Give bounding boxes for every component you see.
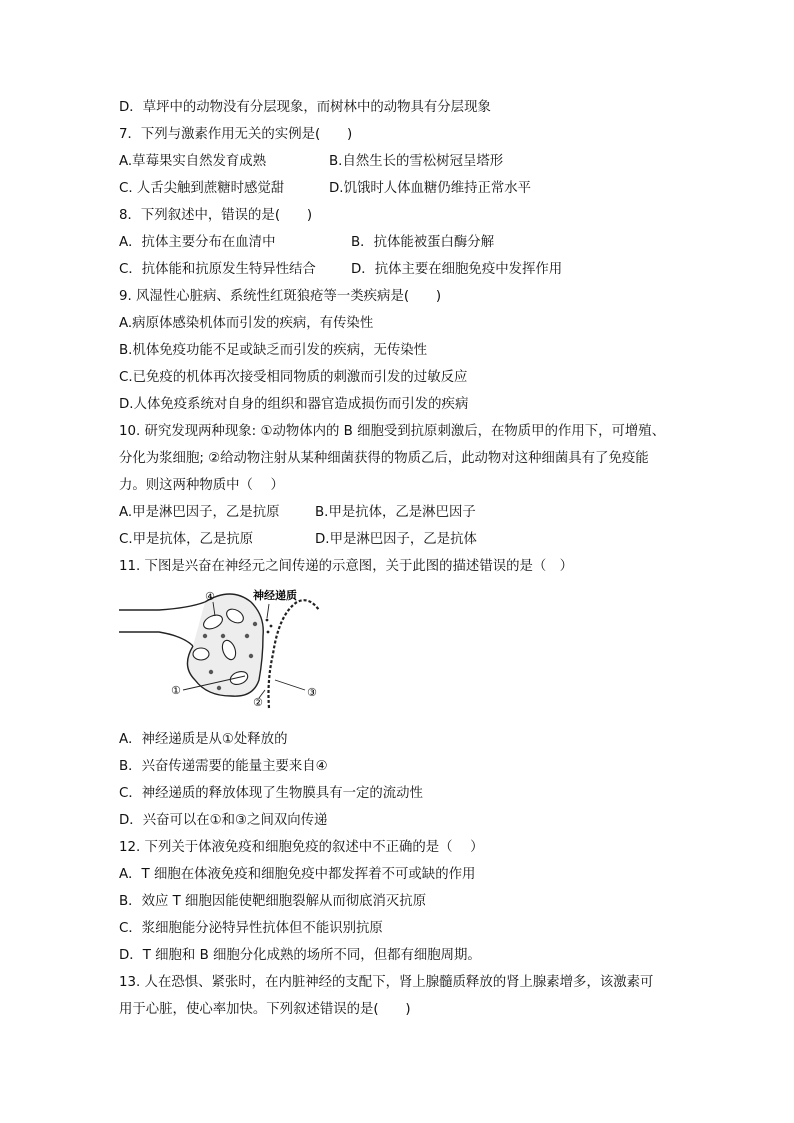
q12-stem: 12. 下列关于体液免疫和细胞免疫的叙述中不正确的是（ ） [119,840,484,855]
q10-options-cd [119,526,679,553]
q10-option-d: D.甲是淋巴因子，乙是抗体 [315,532,477,547]
vesicle [245,634,249,638]
figure-title-label: 神经递质 [253,589,297,602]
q12-option-b: B．效应 T 细胞因能使靶细胞裂解从而彻底消灭抗原 [119,894,427,909]
q8-stem: 8．下列叙述中，错误的是( ) [119,208,313,223]
transmitter-dot [270,625,273,628]
q8-option-b: B．抗体能被蛋白酶分解 [351,235,495,250]
q9-option-c: C.已免疫的机体再次接受相同物质的刺激而引发的过敏反应 [119,370,468,385]
q7-options-cd [119,175,679,202]
label-1: ① [171,684,181,697]
q10-option-c: C.甲是抗体，乙是抗原 [119,532,254,547]
q11-option-b: B．兴奋传递需要的能量主要来自④ [119,759,328,774]
q10-stem-line2: 分化为浆细胞; ②给动物注射从某种细菌获得的物质乙后，此动物对这种细菌具有了免疫能 [119,451,649,466]
mitochondrion [193,648,209,660]
q9-option-d: D.人体免疫系统对自身的组织和器官造成损伤而引发的疾病 [119,397,469,412]
q9-stem: 9. 风湿性心脏病、系统性红斑狼疮等一类疾病是( ) [119,289,442,304]
label-4: ④ [205,590,215,603]
q7-option-d: D.饥饿时人体血糖仍维持正常水平 [329,181,532,196]
q9-option-b: B.机体免疫功能不足或缺乏而引发的疾病，无传染性 [119,343,428,358]
label-2: ② [253,696,263,709]
q7-option-c: C. 人舌尖触到蔗糖时感觉甜 [119,181,285,196]
vesicle [253,622,257,626]
question-list [119,94,679,1023]
q10-option-a: A.甲是淋巴因子，乙是抗原 [119,505,280,520]
q12-option-d: D．T 细胞和 B 细胞分化成熟的场所不同，但都有细胞周期。 [119,948,481,963]
q6-option-d: D．草坪中的动物没有分层现象，而树林中的动物具有分层现象 [119,100,491,115]
q12-option-c: C．浆细胞能分泌特异性抗体但不能识别抗原 [119,921,383,936]
q7-option-b: B.自然生长的雪松树冠呈塔形 [329,154,504,169]
leader-line [275,680,305,690]
leader-line [267,604,269,618]
synapse-diagram [119,584,337,722]
vesicle [203,634,207,638]
q11-option-d: D．兴奋可以在①和③之间双向传递 [119,813,328,828]
q10-stem-line3: 力。则这两种物质中（ ） [119,478,284,493]
q10-options-ab [119,499,679,526]
vesicle [217,686,221,690]
q13-stem-line2: 用于心脏，使心率加快。下列叙述错误的是( ) [119,1002,411,1017]
q7-options-ab [119,148,679,175]
q11-option-c: C．神经递质的释放体现了生物膜具有一定的流动性 [119,786,423,801]
label-3: ③ [307,686,317,699]
q8-options-ab [119,229,679,256]
vesicle [209,670,213,674]
q7-stem: 7．下列与激素作用无关的实例是( ) [119,127,353,142]
released-transmitter [266,619,273,634]
q9-option-a: A.病原体感染机体而引发的疾病，有传染性 [119,316,374,331]
axon-bottom-edge [119,632,193,646]
q8-options-cd [119,256,679,283]
axon-top-edge [119,602,205,610]
synapse-figure [119,584,337,722]
q12-option-a: A．T 细胞在体液免疫和细胞免疫中都发挥着不可或缺的作用 [119,867,476,882]
q11-stem: 11. 下图是兴奋在神经元之间传递的示意图，关于此图的描述错误的是（ ） [119,559,574,574]
q8-option-d: D．抗体主要在细胞免疫中发挥作用 [351,262,563,277]
q10-stem-line1: 10. 研究发现两种现象: ①动物体内的 B 细胞受到抗原刺激后，在物质甲的作用下，可增殖、 [119,424,666,439]
transmitter-dot [267,631,270,634]
q8-option-c: C．抗体能和抗原发生特异性结合 [119,262,316,277]
transmitter-dot [266,619,269,622]
q13-stem-line1: 13. 人在恐惧、紧张时，在内脏神经的支配下，肾上腺髓质释放的肾上腺素增多，该激素可 [119,975,654,990]
q11-option-a: A．神经递质是从①处释放的 [119,732,288,747]
vesicle [221,634,225,638]
q10-option-b: B.甲是抗体，乙是淋巴因子 [315,505,476,520]
q7-option-a: A.草莓果实自然发育成熟 [119,154,267,169]
q8-option-a: A．抗体主要分布在血清中 [119,235,276,250]
vesicle [249,654,253,658]
